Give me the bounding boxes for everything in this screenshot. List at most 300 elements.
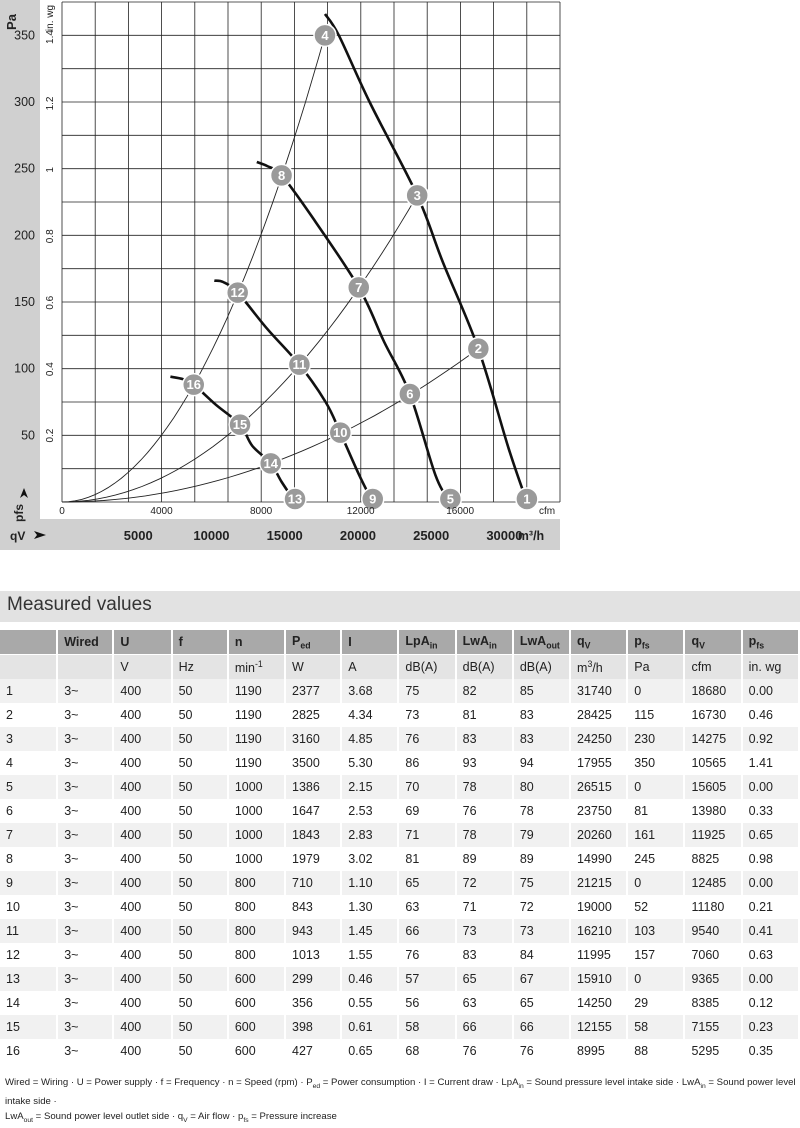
operating-point-6-label: 6 [406, 386, 414, 402]
table-cell: 17955 [570, 751, 627, 775]
table-cell: 65 [513, 991, 570, 1015]
table-cell: 245 [627, 847, 684, 871]
table-cell: 13 [0, 967, 57, 991]
table-cell: 50 [172, 1015, 228, 1039]
table-cell: 11 [0, 919, 57, 943]
table-cell: 28425 [570, 703, 627, 727]
table-cell: 12155 [570, 1015, 627, 1039]
table-cell: 400 [113, 895, 171, 919]
table-cell: 0 [627, 967, 684, 991]
table-cell: 600 [228, 991, 285, 1015]
unit-cell-2: V [113, 655, 171, 680]
table-cell: 0.35 [742, 1039, 799, 1063]
table-row [0, 1039, 799, 1063]
table-cell: 67 [513, 967, 570, 991]
table-cell: 943 [285, 919, 341, 943]
operating-point-5-label: 5 [446, 491, 454, 507]
x-tick-cfm: 0 [59, 506, 65, 517]
operating-point-9-label: 9 [369, 491, 377, 507]
table-cell: 16 [0, 1039, 57, 1063]
table-cell: 81 [627, 799, 684, 823]
table-cell: 11995 [570, 943, 627, 967]
table-cell: 58 [627, 1015, 684, 1039]
table-cell: 230 [627, 727, 684, 751]
table-cell: 0.61 [341, 1015, 398, 1039]
operating-point-8-label: 8 [277, 167, 286, 183]
table-cell: 356 [285, 991, 341, 1015]
table-cell: 72 [513, 895, 570, 919]
table-cell: 68 [398, 1039, 455, 1063]
table-cell: 80 [513, 775, 570, 799]
table-row [0, 871, 799, 895]
table-cell: 56 [398, 991, 455, 1015]
table-cell: 0.46 [742, 703, 799, 727]
unit-cell-12: cfm [684, 655, 741, 680]
operating-point-10-label: 10 [333, 425, 348, 441]
table-cell: 50 [172, 799, 228, 823]
y-tick-pa: 50 [21, 428, 35, 443]
table-cell: 1 [0, 679, 57, 703]
table-cell: 800 [228, 871, 285, 895]
table-cell: 0.92 [742, 727, 799, 751]
unit-cell-4: $\min^{-1}$ [228, 655, 285, 680]
table-cell: 0.98 [742, 847, 799, 871]
pfs-label: pfs [12, 504, 26, 522]
x-axis-bottom-label: m³/h [517, 529, 545, 543]
table-cell: 8825 [684, 847, 741, 871]
table-cell: 3~ [57, 727, 113, 751]
table-cell: 3~ [57, 679, 113, 703]
table-cell: 14275 [684, 727, 741, 751]
section-title: Measured values [7, 594, 152, 615]
table-cell: 800 [228, 943, 285, 967]
table-cell: 83 [456, 943, 513, 967]
table-cell: 0.41 [742, 919, 799, 943]
y-tick-pa: 300 [14, 95, 35, 109]
table-cell: 5 [0, 775, 57, 799]
header-cell-12: $q_V$ [684, 630, 741, 655]
table-cell: 1.45 [341, 919, 398, 943]
table-cell: 63 [398, 895, 455, 919]
table-cell: 3160 [285, 727, 341, 751]
header-cell-3: f [172, 630, 228, 655]
table-cell: 4.34 [341, 703, 398, 727]
header-cell-13: $p_{fs}$ [742, 630, 799, 655]
table-cell: 78 [513, 799, 570, 823]
table-row [0, 751, 799, 775]
table-cell: 0.00 [742, 679, 799, 703]
table-cell: 400 [113, 847, 171, 871]
table-cell: 1.41 [742, 751, 799, 775]
table-cell: 50 [172, 919, 228, 943]
table-row [0, 679, 799, 703]
table-body [0, 679, 799, 1063]
table-cell: 65 [398, 871, 455, 895]
table-cell: 12 [0, 943, 57, 967]
table-cell: 81 [456, 703, 513, 727]
table-cell: 20260 [570, 823, 627, 847]
table-cell: 1190 [228, 727, 285, 751]
table-cell: 19000 [570, 895, 627, 919]
table-cell: 1.55 [341, 943, 398, 967]
table-row [0, 823, 799, 847]
x-axis-top-label: cfm [538, 506, 556, 517]
table-cell: 3~ [57, 703, 113, 727]
table-cell: 0 [627, 679, 684, 703]
table-cell: 1000 [228, 823, 285, 847]
table-cell: 0.00 [742, 871, 799, 895]
y-tick-pa: 150 [14, 295, 35, 309]
unit-cell-1 [57, 655, 113, 680]
x-tick-m3h: 10000 [193, 528, 230, 543]
table-cell: 89 [513, 847, 570, 871]
table-cell: 73 [398, 703, 455, 727]
table-cell: 4.85 [341, 727, 398, 751]
x-tick-cfm: 4000 [150, 506, 173, 517]
table-cell: 50 [172, 991, 228, 1015]
table-cell: 3~ [57, 799, 113, 823]
table-cell: 0 [627, 775, 684, 799]
table-cell: 66 [513, 1015, 570, 1039]
table-cell: 8995 [570, 1039, 627, 1063]
plot-area [62, 2, 560, 502]
table-cell: 15605 [684, 775, 741, 799]
table-cell: 73 [513, 919, 570, 943]
table-cell: 10 [0, 895, 57, 919]
table-cell: 70 [398, 775, 455, 799]
table-cell: 50 [172, 895, 228, 919]
table-cell: 86 [398, 751, 455, 775]
table-cell: 400 [113, 871, 171, 895]
table-cell: 1000 [228, 847, 285, 871]
y-tick-inwg: 0.4 [45, 362, 56, 377]
table-cell: 71 [398, 823, 455, 847]
table-cell: 3~ [57, 751, 113, 775]
table-cell: 50 [172, 823, 228, 847]
table-row [0, 943, 799, 967]
table-cell: 400 [113, 751, 171, 775]
operating-point-15-label: 15 [232, 417, 248, 433]
operating-point-16-label: 16 [186, 377, 201, 393]
table-cell: 103 [627, 919, 684, 943]
unit-cell-5: W [285, 655, 341, 680]
left-axis-band [0, 0, 40, 550]
table-cell: 5.30 [341, 751, 398, 775]
table-cell: 18680 [684, 679, 741, 703]
table-cell: 10565 [684, 751, 741, 775]
table-cell: 4 [0, 751, 57, 775]
table-cell: 400 [113, 775, 171, 799]
table-cell: 0.00 [742, 967, 799, 991]
operating-point-4-label: 4 [321, 27, 329, 43]
table-cell: 50 [172, 703, 228, 727]
table-cell: 76 [398, 727, 455, 751]
table-cell: 600 [228, 1015, 285, 1039]
table-cell: 400 [113, 727, 171, 751]
table-cell: 79 [513, 823, 570, 847]
legend-line-2: LwA$_{out}$ = Sound power level outlet side · $q_V$ = Air flow · $p_{fs}$ = Pressure increase [5, 1110, 337, 1124]
table-cell: 600 [228, 1039, 285, 1063]
table-cell: 24250 [570, 727, 627, 751]
table-cell: 26515 [570, 775, 627, 799]
table-cell: 3~ [57, 775, 113, 799]
table-cell: 0.63 [742, 943, 799, 967]
header-cell-8: LwA$_{in}$ [456, 630, 513, 655]
table-cell: 427 [285, 1039, 341, 1063]
unit-cell-8: dB(A) [456, 655, 513, 680]
table-cell: 14990 [570, 847, 627, 871]
table-cell: 2377 [285, 679, 341, 703]
table-cell: 83 [513, 727, 570, 751]
table-cell: 3.68 [341, 679, 398, 703]
operating-point-3-label: 3 [413, 187, 421, 203]
table-row [0, 775, 799, 799]
table-cell: 3~ [57, 847, 113, 871]
table-cell: 71 [456, 895, 513, 919]
table-cell: 72 [456, 871, 513, 895]
table-cell: 1.30 [341, 895, 398, 919]
table-cell: 1843 [285, 823, 341, 847]
table-cell: 50 [172, 943, 228, 967]
table-cell: 2.15 [341, 775, 398, 799]
unit-cell-11: Pa [627, 655, 684, 680]
table-cell: 2.53 [341, 799, 398, 823]
table-header-row [0, 630, 799, 655]
table-cell: 16730 [684, 703, 741, 727]
unit-cell-0 [0, 655, 57, 680]
table-cell: 3~ [57, 871, 113, 895]
table-cell: 800 [228, 895, 285, 919]
header-cell-10: $q_V$ [570, 630, 627, 655]
qv-label: qV [10, 529, 26, 543]
table-cell: 3~ [57, 991, 113, 1015]
table-cell: 400 [113, 679, 171, 703]
measured-values-header [0, 591, 800, 622]
y-axis-right-label: in. wg [45, 4, 56, 32]
table-cell: 14 [0, 991, 57, 1015]
table-cell: 2.83 [341, 823, 398, 847]
legend-line-1: Wired = Wiring · U = Power supply · f = Frequency · n = Speed $(rpm) \cdot P_{ed}$ = Power consumption · I = Current draw · LpA$_{in}$ = Sound pressure level intake side · LwA$_{in}$ = Sound power level intake side · [5, 1077, 796, 1107]
table-cell: 69 [398, 799, 455, 823]
table-cell: 31740 [570, 679, 627, 703]
table-cell: 1000 [228, 799, 285, 823]
unit-cell-7: dB(A) [398, 655, 455, 680]
unit-cell-6: A [341, 655, 398, 680]
table-cell: 58 [398, 1015, 455, 1039]
x-tick-m3h: 25000 [413, 528, 450, 543]
table-row [0, 703, 799, 727]
table-cell: 50 [172, 1039, 228, 1063]
table-cell: 50 [172, 871, 228, 895]
table-cell: 14250 [570, 991, 627, 1015]
table-cell: 7060 [684, 943, 741, 967]
table-cell: 1190 [228, 703, 285, 727]
table-cell: 1647 [285, 799, 341, 823]
table-cell: 350 [627, 751, 684, 775]
table-cell: 3~ [57, 895, 113, 919]
table-cell: 299 [285, 967, 341, 991]
operating-point-12-label: 12 [230, 285, 245, 301]
y-tick-pa: 100 [14, 361, 35, 376]
y-tick-pa: 200 [14, 228, 35, 243]
table-cell: 710 [285, 871, 341, 895]
table-cell: 0.65 [341, 1039, 398, 1063]
table-cell: 50 [172, 679, 228, 703]
table-cell: 83 [513, 703, 570, 727]
y-tick-inwg: 0.8 [45, 229, 56, 244]
table-cell: 9365 [684, 967, 741, 991]
fan-performance-chart [0, 0, 800, 550]
table-cell: 3~ [57, 823, 113, 847]
table-cell: 2 [0, 703, 57, 727]
unit-cell-9: dB(A) [513, 655, 570, 680]
table-cell: 84 [513, 943, 570, 967]
table-cell: 1013 [285, 943, 341, 967]
table-cell: 0.21 [742, 895, 799, 919]
table-cell: 3500 [285, 751, 341, 775]
table-cell: 88 [627, 1039, 684, 1063]
table-cell: 3~ [57, 919, 113, 943]
table-cell: 11925 [684, 823, 741, 847]
table-cell: 0.12 [742, 991, 799, 1015]
table-cell: 15910 [570, 967, 627, 991]
unit-cell-10: $m^3/h$ [570, 655, 627, 680]
x-tick-m3h: 20000 [339, 528, 377, 543]
table-cell: 400 [113, 991, 171, 1015]
header-cell-0 [0, 630, 57, 655]
y-tick-inwg: 1 [45, 167, 56, 173]
table-cell: 400 [113, 943, 171, 967]
table-row [0, 847, 799, 871]
table-cell: 400 [113, 1015, 171, 1039]
x-tick-cfm: 16000 [446, 506, 475, 517]
table-cell: 11180 [684, 895, 741, 919]
table-row [0, 799, 799, 823]
table-cell: 3~ [57, 1015, 113, 1039]
table-cell: 66 [398, 919, 455, 943]
table-row [0, 1015, 799, 1039]
x-tick-cfm: 8000 [249, 506, 273, 517]
table-cell: 15 [0, 1015, 57, 1039]
table-cell: 400 [113, 823, 171, 847]
header-cell-6: I [341, 630, 398, 655]
header-cell-5: $P_{ed}$ [285, 630, 341, 655]
table-cell: 400 [113, 919, 171, 943]
table-row [0, 919, 799, 943]
table-cell: 8385 [684, 991, 741, 1015]
table-cell: 7 [0, 823, 57, 847]
table-cell: 65 [456, 967, 513, 991]
header-cell-4: n [228, 630, 285, 655]
table-cell: 3.02 [341, 847, 398, 871]
table-cell: 50 [172, 751, 228, 775]
table-cell: 50 [172, 775, 228, 799]
table-cell: 157 [627, 943, 684, 967]
table-row [0, 727, 799, 751]
table-units-row [0, 655, 799, 680]
table-cell: 0.00 [742, 775, 799, 799]
header-cell-2: U [113, 630, 171, 655]
table-cell: 89 [456, 847, 513, 871]
table-cell: 50 [172, 967, 228, 991]
table-cell: 23750 [570, 799, 627, 823]
y-tick-pa: 350 [14, 28, 35, 43]
table-cell: 93 [456, 751, 513, 775]
operating-point-7-label: 7 [355, 279, 363, 295]
operating-point-14-label: 14 [263, 455, 278, 471]
header-cell-9: LwA$_{out}$ [513, 630, 570, 655]
y-tick-inwg: 1.4 [45, 30, 56, 44]
table-cell: 9540 [684, 919, 741, 943]
table-cell: 76 [513, 1039, 570, 1063]
table-cell: 0.46 [341, 967, 398, 991]
table-cell: 75 [513, 871, 570, 895]
table-cell: 0.33 [742, 799, 799, 823]
x-tick-m3h: 5000 [123, 528, 153, 543]
table-cell: 400 [113, 703, 171, 727]
table-cell: 400 [113, 799, 171, 823]
table-row [0, 895, 799, 919]
table-cell: 400 [113, 1039, 171, 1063]
table-cell: 83 [456, 727, 513, 751]
x-tick-m3h: 30000 [486, 528, 523, 543]
table-cell: 5295 [684, 1039, 741, 1063]
table-cell: 63 [456, 991, 513, 1015]
table-cell: 3~ [57, 943, 113, 967]
table-cell: 76 [456, 799, 513, 823]
table-row [0, 991, 799, 1015]
abbreviation-legend [5, 1075, 800, 1128]
table-cell: 75 [398, 679, 455, 703]
table-cell: 115 [627, 703, 684, 727]
table-cell: 9 [0, 871, 57, 895]
x-tick-m3h: 15000 [266, 528, 303, 543]
table-cell: 843 [285, 895, 341, 919]
table-cell: 398 [285, 1015, 341, 1039]
table-cell: 50 [172, 847, 228, 871]
table-cell: 1386 [285, 775, 341, 799]
unit-cell-3: Hz [172, 655, 228, 680]
table-cell: 85 [513, 679, 570, 703]
table-row [0, 967, 799, 991]
table-cell: 29 [627, 991, 684, 1015]
header-cell-1: Wired [57, 630, 113, 655]
operating-point-1-label: 1 [523, 491, 531, 507]
table-cell: 13980 [684, 799, 741, 823]
x-tick-cfm: 12000 [346, 506, 375, 517]
y-tick-inwg: 0.2 [45, 428, 56, 443]
table-cell: 16210 [570, 919, 627, 943]
y-tick-inwg: 0.6 [45, 295, 56, 310]
table-cell: 94 [513, 751, 570, 775]
table-cell: 1000 [228, 775, 285, 799]
table-cell: 800 [228, 919, 285, 943]
unit-cell-13: in. wg [742, 655, 799, 680]
table-cell: 1190 [228, 679, 285, 703]
table-cell: 8 [0, 847, 57, 871]
table-cell: 161 [627, 823, 684, 847]
table-cell: 600 [228, 967, 285, 991]
table-cell: 0 [627, 871, 684, 895]
table-cell: 73 [456, 919, 513, 943]
table-cell: 0.65 [742, 823, 799, 847]
operating-point-2-label: 2 [474, 341, 482, 357]
table-cell: 78 [456, 823, 513, 847]
table-cell: 2825 [285, 703, 341, 727]
table-cell: 7155 [684, 1015, 741, 1039]
table-cell: 57 [398, 967, 455, 991]
table-cell: 1.10 [341, 871, 398, 895]
